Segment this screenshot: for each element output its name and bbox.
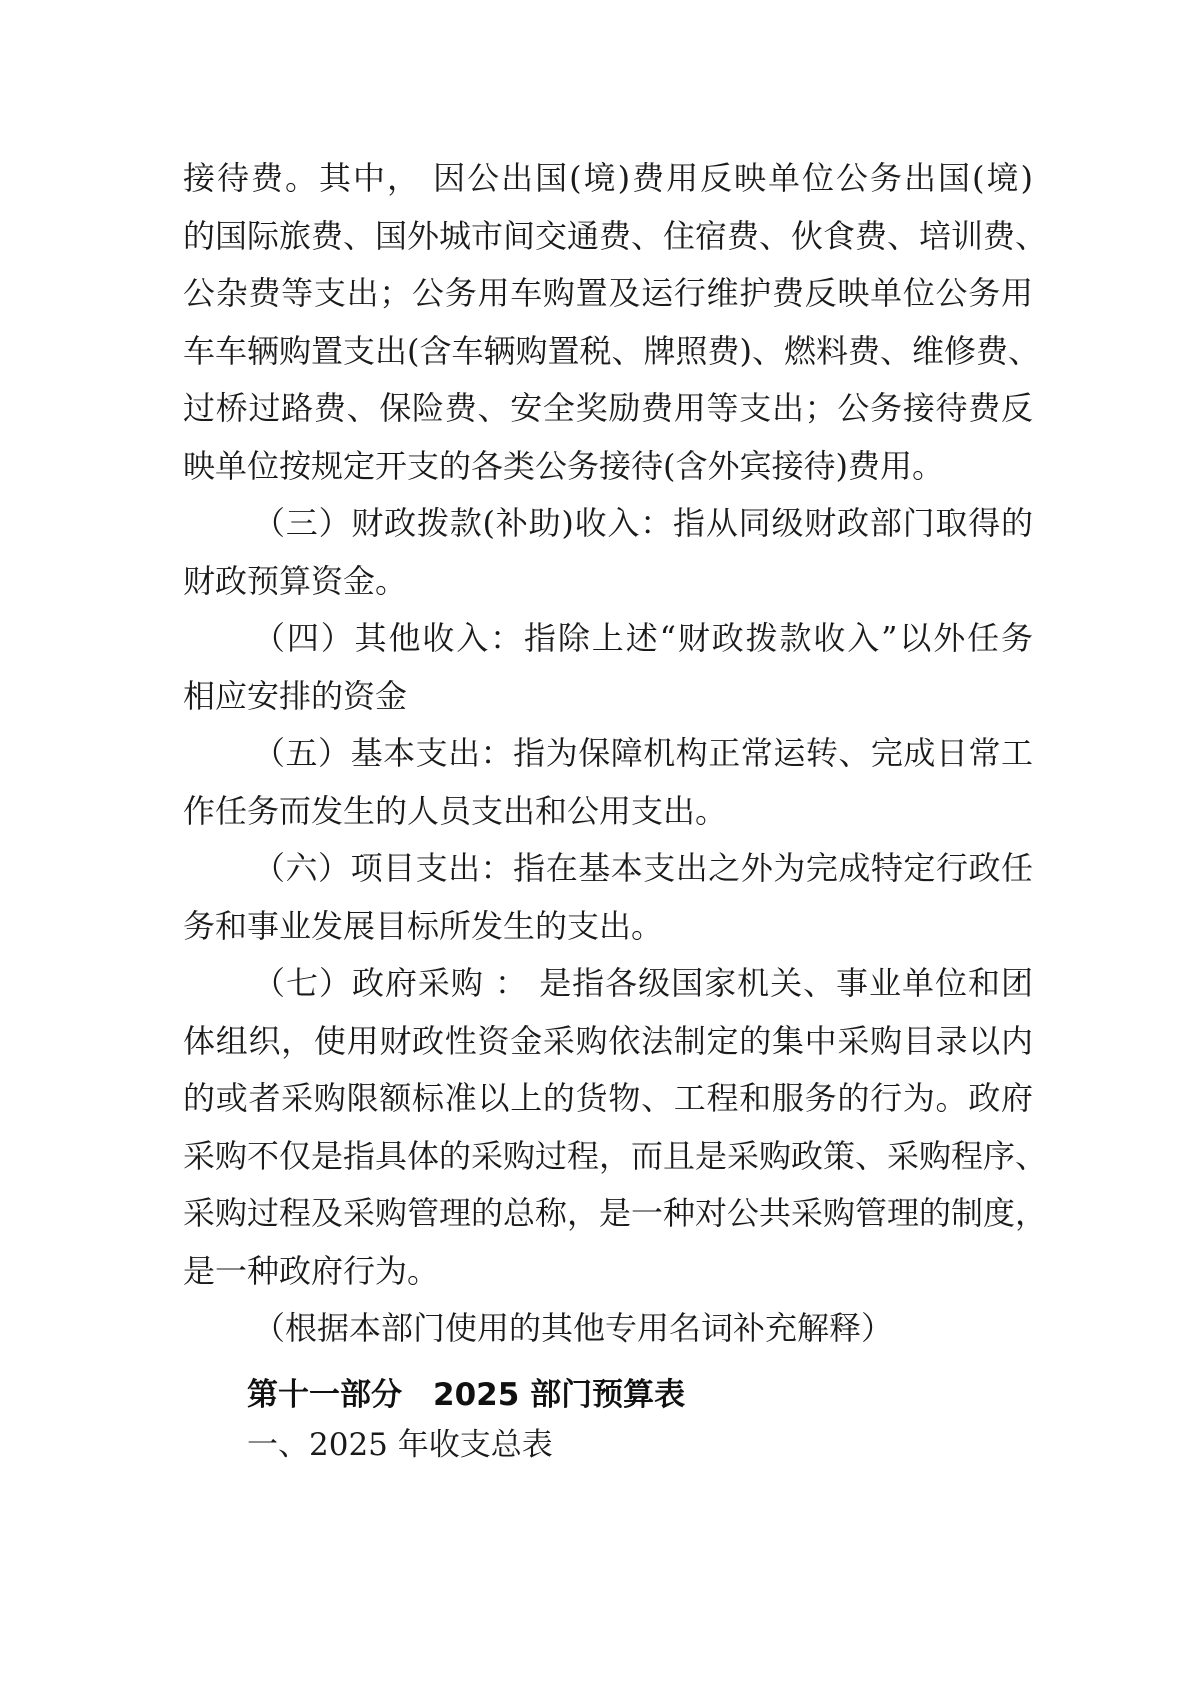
text-line: 相应安排的资金	[183, 676, 408, 715]
text-line: 务和事业发展目标所发生的支出。	[183, 906, 664, 945]
text-line: 车车辆购置支出(含车辆购置税、牌照费)、燃料费、维修费、	[183, 331, 1040, 370]
text-line: 的或者采购限额标准以上的货物、工程和服务的行为。政府	[183, 1079, 1033, 1117]
text-line: 是一种政府行为。	[183, 1251, 440, 1290]
paragraph-government-procurement	[183, 955, 1048, 1300]
text-line: 的国际旅费、国外城市间交通费、住宿费、伙食费、培训费、	[183, 216, 1048, 255]
document-body	[183, 150, 1048, 1470]
text-line: （五）基本支出：指为保障机构正常运转、完成日常工	[253, 734, 1033, 772]
paragraph-supplementary-note	[183, 1300, 1033, 1358]
text-line: （四）其他收入：指除上述“财政拨款收入”以外任务	[253, 619, 1033, 657]
text-line: 接待费。其中， 因公出国(境)费用反映单位公务出国(境)	[183, 159, 1033, 197]
paragraph-fiscal-appropriation-income	[183, 495, 1033, 610]
subsection-heading: 一、2025 年收支总表	[247, 1426, 553, 1463]
text-line: 财政预算资金。	[183, 561, 408, 600]
text-line: （六）项目支出：指在基本支出之外为完成特定行政任	[253, 849, 1033, 887]
text-line: 过桥过路费、保险费、安全奖励费用等支出；公务接待费反	[183, 389, 1033, 427]
text-line: 体组织，使用财政性资金采购依法制定的集中采购目录以内	[183, 1021, 1033, 1060]
text-line: （七）政府采购 ： 是指各级国家机关、事业单位和团	[253, 964, 1033, 1002]
text-line: 作任务而发生的人员支出和公用支出。	[183, 791, 728, 830]
text-line: （三）财政拨款(补助)收入：指从同级财政部门取得的	[253, 504, 1033, 542]
text-line: 公杂费等支出；公务用车购置及运行维护费反映单位公务用	[183, 274, 1033, 312]
text-line: 映单位按规定开支的各类公务接待(含外宾接待)费用。	[183, 446, 944, 485]
paragraph-other-income	[183, 610, 1033, 725]
text-line: 采购不仅是指具体的采购过程，而且是采购政策、采购程序、	[183, 1136, 1048, 1175]
paragraph-reception-expense	[183, 150, 1048, 495]
paragraph-basic-expenditure	[183, 725, 1033, 840]
paragraph-project-expenditure	[183, 840, 1033, 955]
text-line: 采购过程及采购管理的总称，是一种对公共采购管理的制度，	[183, 1194, 1048, 1232]
text-line: （根据本部门使用的其他专用名词补充解释）	[253, 1309, 894, 1347]
section-heading: 第十一部分 2025 部门预算表	[247, 1376, 686, 1413]
